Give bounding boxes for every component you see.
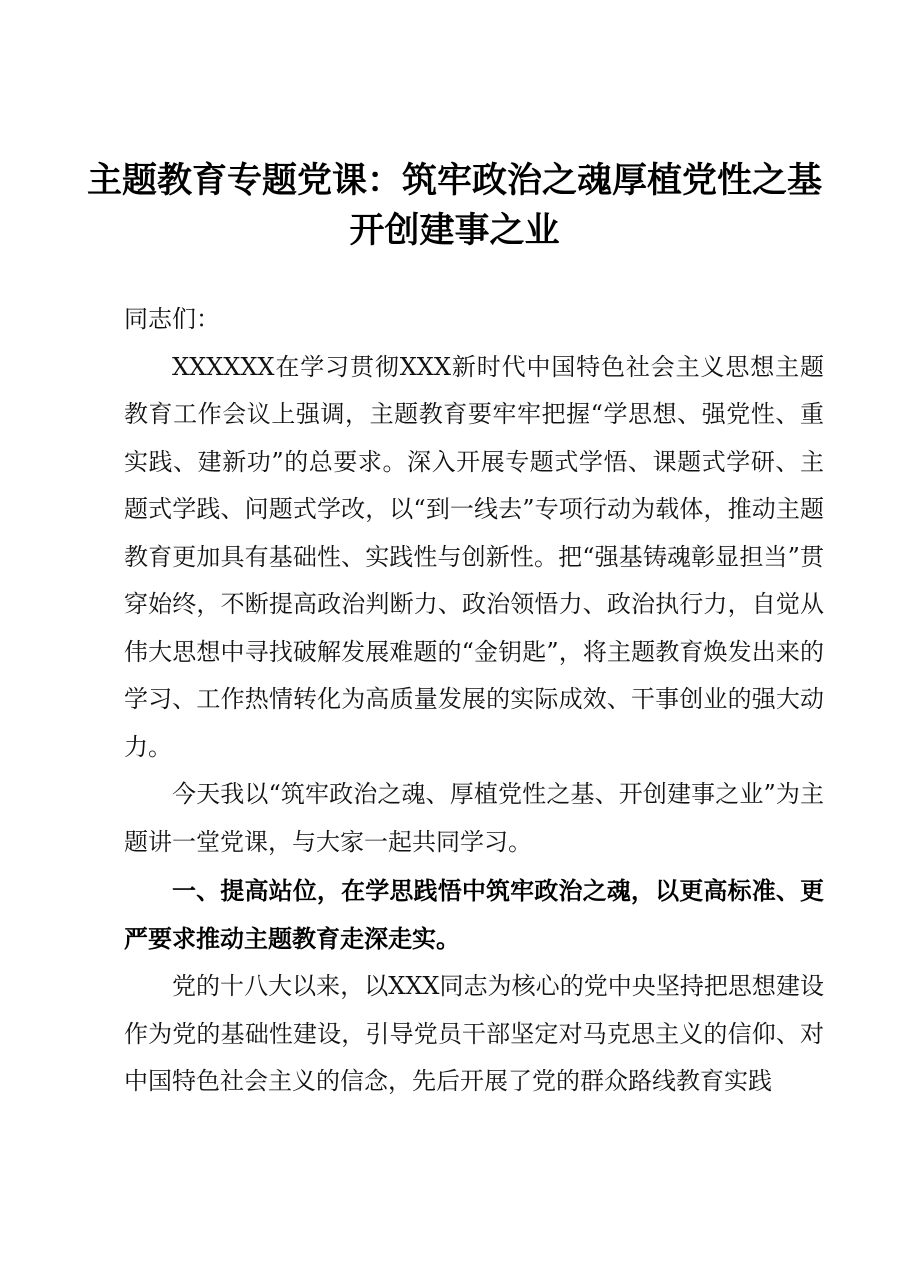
paragraph-topic: 今天我以“筑牢政治之魂、厚植党性之基、开创建事之业”为主题讲一堂党课，与大家一起共同学习。 xyxy=(124,780,824,856)
document-title-line-1: 主题教育专题党课：筑牢政治之魂厚植党性之基 xyxy=(86,160,822,201)
paragraph-intro: XXXXXX在学习贯彻XXX新时代中国特色社会主义思想主题教育工作会议上强调，主题教育要牢牢把握“学思想、强党性、重实践、建新功”的总要求。深入开展专题式学悟、课题式学研、主题式学践、问题式学改，以“到一线去”专项行动为载体，推动主题教育更加具有基础性、实践性与创新性。把“强基铸魂彰显担当”贯穿始终，不断提高政治判断力、政治领悟力、政治执行力，自觉从伟大思想中寻找破解发展难题的“金钥匙”，将主题教育焕发出来的学习、工作热情转化为高质量发展的实际成效、干事创业的强大动力。 xyxy=(124,352,824,761)
document-body xyxy=(124,296,824,1106)
section-heading-1: 一、提高站位，在学思践悟中筑牢政治之魂，以更高标准、更严要求推动主题教育走深走实。 xyxy=(124,877,824,953)
paragraph-section-1: 党的十八大以来，以XXX同志为核心的党中央坚持把思想建设作为党的基础性建设，引导党员干部坚定对马克思主义的信仰、对中国特色社会主义的信念，先后开展了党的群众路线教育实践 xyxy=(124,972,824,1095)
salutation: 同志们： xyxy=(124,305,220,333)
document-title-line-2: 开创建事之业 xyxy=(349,210,560,251)
